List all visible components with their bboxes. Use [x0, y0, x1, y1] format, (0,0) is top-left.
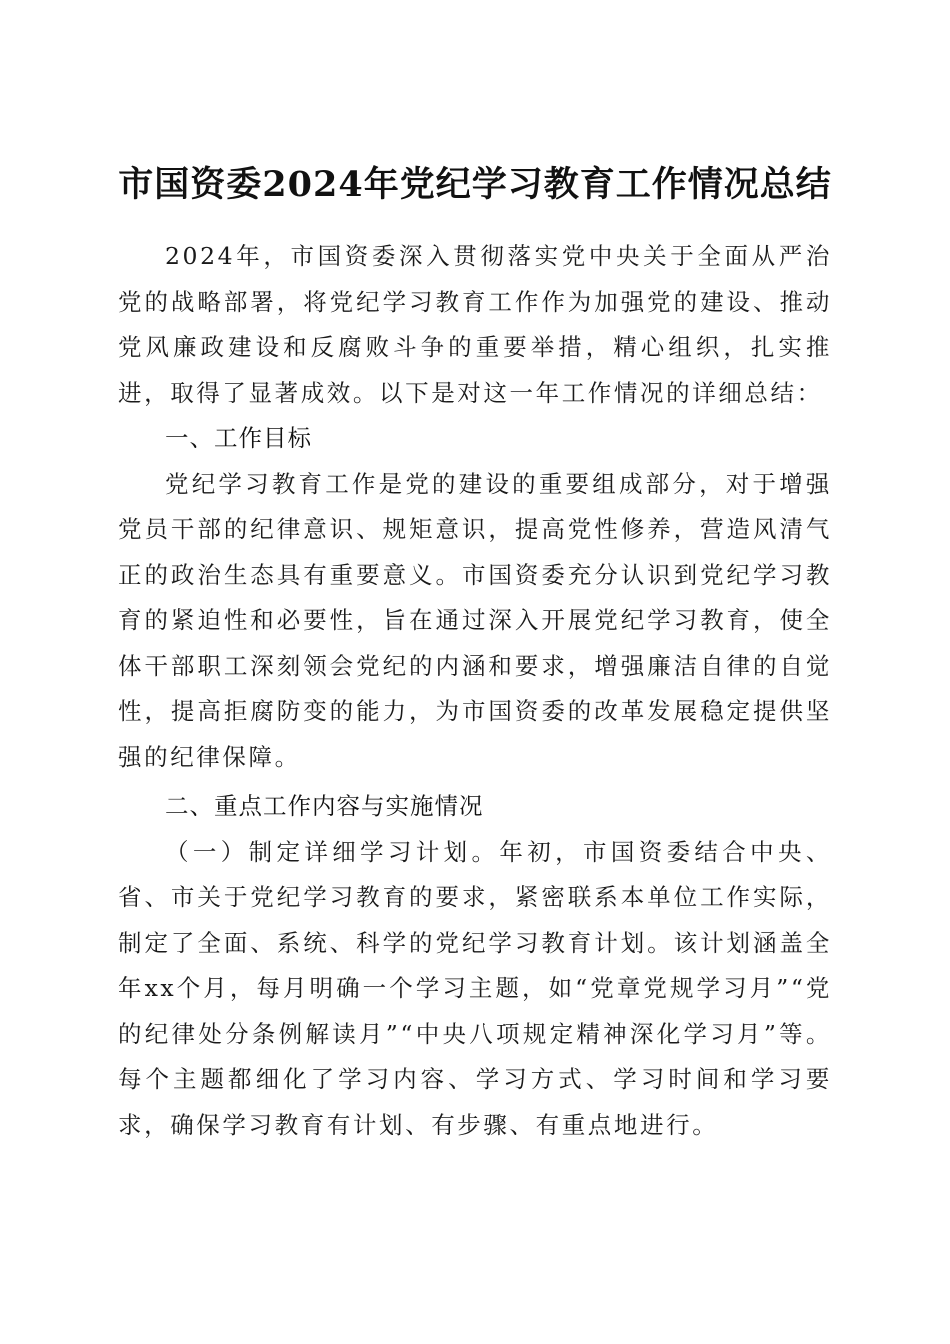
section-heading-implementation: 二、重点工作内容与实施情况: [165, 792, 484, 820]
document-body: [118, 234, 832, 1148]
document-title: 市国资委2024年党纪学习教育工作情况总结: [118, 164, 832, 206]
section-paragraph-goals: 党纪学习教育工作是党的建设的重要组成部分，对于增强党员干部的纪律意识、规矩意识，提高党性修养，营造风清气正的政治生态具有重要意义。市国资委充分认识到党纪学习教育的紧迫性和必要性，旨在通过深入开展党纪学习教育，使全体干部职工深刻领会党纪的内涵和要求，增强廉洁自律的自觉性，提高拒腐防变的能力，为市国资委的改革发展稳定提供坚强的纪律保障。: [118, 469, 832, 771]
section-heading-goals: 一、工作目标: [165, 424, 312, 452]
section-paragraph-implementation: （一）制定详细学习计划。年初，市国资委结合中央、省、市关于党纪学习教育的要求，紧密联系本单位工作实际，制定了全面、系统、科学的党纪学习教育计划。该计划涵盖全年xx个月，每月明确一个学习主题，如“党章党规学习月”“党的纪律处分条例解读月”“中央八项规定精神深化学习月”等。每个主题都细化了学习内容、学习方式、学习时间和学习要求，确保学习教育有计划、有步骤、有重点地进行。: [118, 837, 832, 1139]
intro-paragraph: 2024年，市国资委深入贯彻落实党中央关于全面从严治党的战略部署，将党纪学习教育工作作为加强党的建设、推动党风廉政建设和反腐败斗争的重要举措，精心组织，扎实推进，取得了显著成效。以下是对这一年工作情况的详细总结：: [118, 242, 832, 407]
